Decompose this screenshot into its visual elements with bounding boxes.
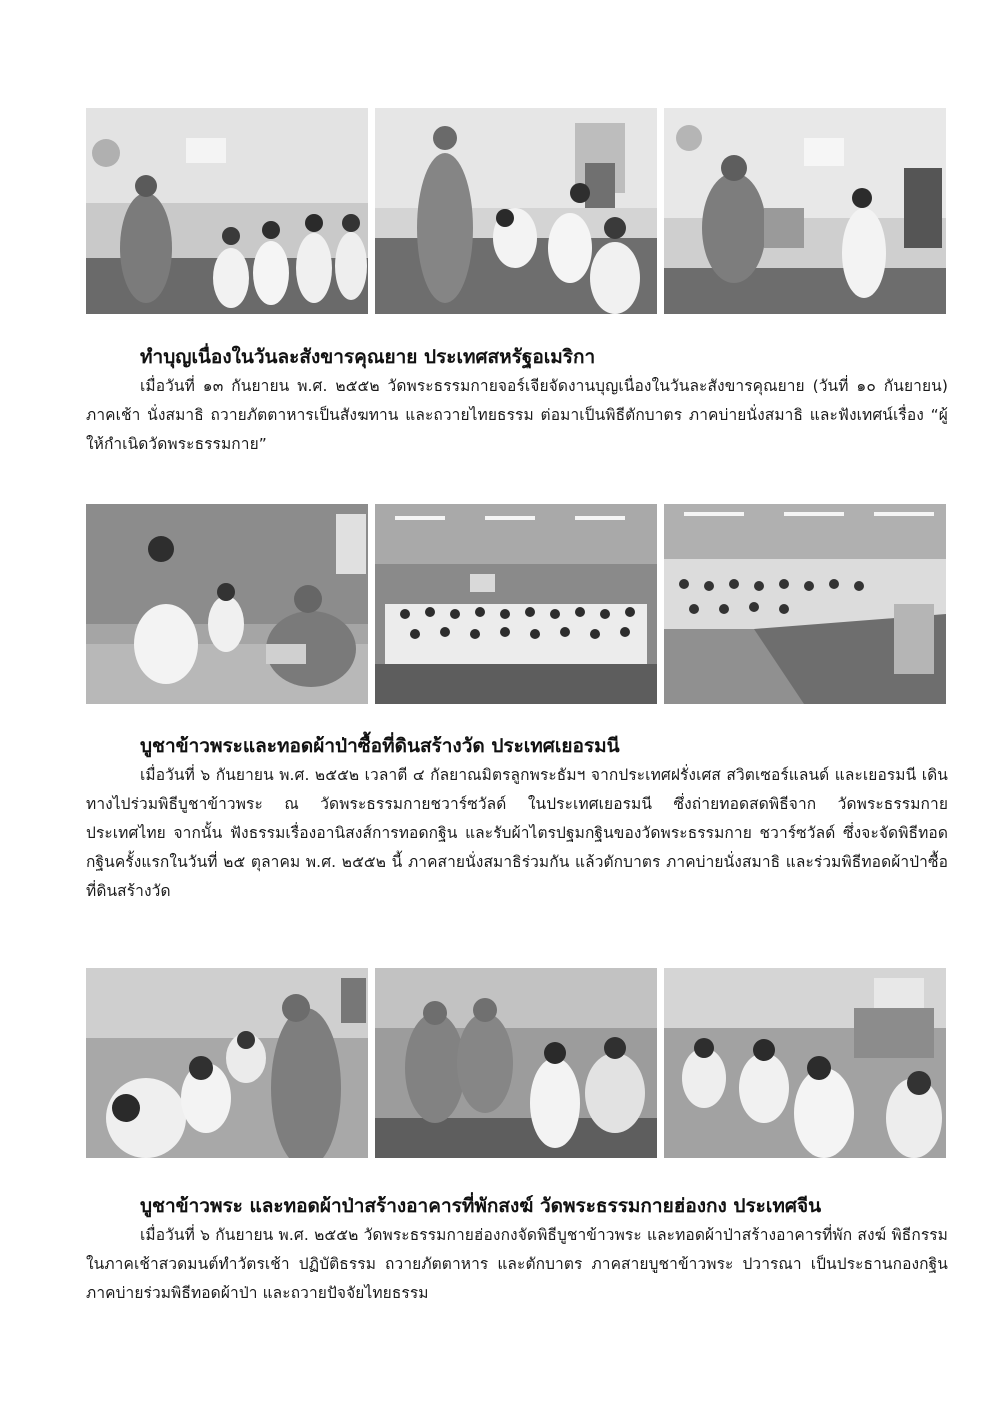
section-body: เมื่อวันที่ ๖ กันยายน พ.ศ. ๒๕๕๒ วัดพระธรรมกายฮ่องกงจัดพิธีบูชาข้าวพระ และทอดผ้าป่าสร้างอาคารที่พัก สงฆ์ พิธีกรรมในภาคเช้าสวดมนต์ทำวัตรเช้า ปฏิบัติธรรม ถวายภัตตาหาร และตักบาตร ภาคสายบูชาข้าวพระ ปวารณา เป็นประธานกองกฐิน ภาคบ่ายร่วมพิธีทอดผ้าป่า และถวายปัจจัยไทยธรรม <box>86 1226 949 1302</box>
section-heading: บูชาข้าวพระ และทอดผ้าป่าสร้างอาคารที่พักสงฆ์ วัดพระธรรมกายฮ่องกง ประเทศจีน <box>140 1195 822 1217</box>
photo-row-1 <box>86 108 946 314</box>
section-body: เมื่อวันที่ ๑๓ กันยายน พ.ศ. ๒๕๕๒ วัดพระธรรมกายจอร์เจียจัดงานบุญเนื่องในวันละสังขารคุณยาย (วันที่ ๑๐ กันยายน) ภาคเช้า นั่งสมาธิ ถวายภัตตาหารเป็นสังฆทาน และถวายไทยธรรม ต่อมาเป็นพิธีตักบาตร ภาคบ่ายนั่งสมาธิ และฟังเทศน์เรื่อง “ผู้ให้กำเนิดวัดพระธรรมกาย” <box>86 377 948 453</box>
photo-row-2 <box>86 504 946 704</box>
photo-offering-to-monk <box>375 108 657 314</box>
section-heading: ทำบุญเนื่องในวันละสังขารคุณยาย ประเทศสหรัฐอเมริกา <box>140 346 596 368</box>
photo-man-speaking-monk <box>86 504 368 704</box>
photo-group-seated <box>375 504 657 704</box>
section-germany <box>86 733 948 906</box>
photo-monk-receiving-offering <box>86 108 368 314</box>
photo-children-praying <box>664 968 946 1158</box>
photo-kneeling-offering <box>664 108 946 314</box>
section-heading: บูชาข้าวพระและทอดผ้าป่าซื้อที่ดินสร้างวัด ประเทศเยอรมนี <box>140 735 620 757</box>
photo-hall-overview <box>664 504 946 704</box>
photo-monk-alms-children <box>86 968 368 1158</box>
section-usa <box>86 344 948 459</box>
section-body: เมื่อวันที่ ๖ กันยายน พ.ศ. ๒๕๕๒ เวลาตี ๔ กัลยาณมิตรลูกพระธัมฯ จากประเทศฝรั่งเศส สวิตเซอร์แลนด์ และเยอรมนี เดินทางไปร่วมพิธีบูชาข้าวพระ ณ วัดพระธรรมกายชวาร์ซวัลด์ ในประเทศเยอรมนี ซึ่งถ่ายทอดสดพิธีจาก วัดพระธรรมกาย ประเทศไทย จากนั้น ฟังธรรมเรื่องอานิสงส์การทอดกฐิน และรับผ้าไตรปฐมกฐินของวัดพระธรรมกาย ชวาร์ซวัลด์ ซึ่งจะจัดพิธีทอดกฐินครั้งแรกในวันที่ ๒๕ ตุลาคม พ.ศ. ๒๕๕๒ นี้ ภาคสายนั่งสมาธิร่วมกัน แล้วตักบาตร ภาคบ่ายนั่งสมาธิ และร่วมพิธีทอดผ้าป่าซื้อที่ดินสร้างวัด <box>86 766 948 900</box>
photo-monks-seated-offering <box>375 968 657 1158</box>
section-hongkong <box>86 1193 948 1308</box>
photo-row-3 <box>86 968 946 1158</box>
